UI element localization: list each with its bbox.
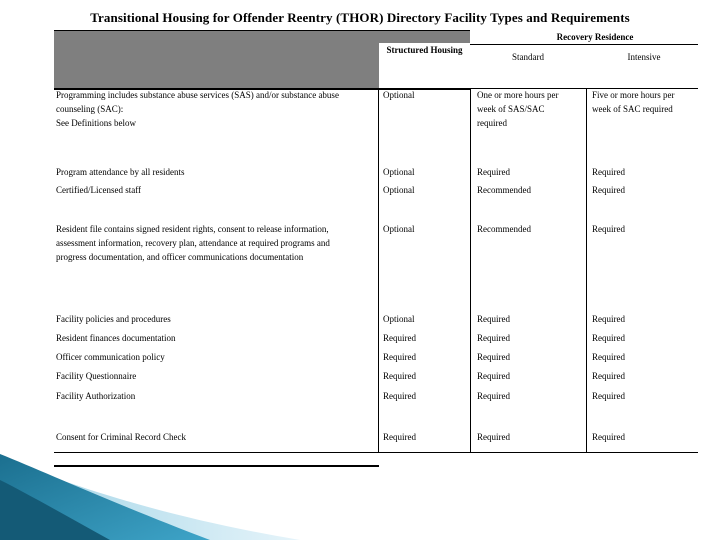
standard-cell: Required bbox=[477, 352, 510, 362]
header-recovery-residence: Recovery Residence bbox=[556, 32, 634, 42]
intensive-cell: Required bbox=[592, 432, 625, 442]
structured-housing-cell: Optional bbox=[383, 224, 415, 234]
requirement-cell: Facility Authorization bbox=[56, 391, 136, 401]
structured-housing-cell: Optional bbox=[383, 90, 415, 100]
intensive-cell: Required bbox=[592, 391, 625, 401]
standard-cell: Recommended bbox=[477, 185, 531, 195]
standard-cell: Required bbox=[477, 391, 510, 401]
header-intensive: Intensive bbox=[627, 52, 661, 62]
requirement-cell: Resident file contains signed resident rights, consent to release information, assessment information, recovery plan, attendance at required programs and progress documentation, and officer communications documentation bbox=[56, 224, 330, 262]
intensive-cell: Required bbox=[592, 167, 625, 177]
structured-housing-cell: Optional bbox=[383, 185, 415, 195]
column-divider bbox=[378, 88, 379, 452]
intensive-cell: Required bbox=[592, 185, 625, 195]
intensive-cell: Required bbox=[592, 333, 625, 343]
standard-cell: One or more hours per week of SAS/SAC required bbox=[477, 90, 559, 128]
column-divider bbox=[586, 88, 587, 452]
intensive-cell: Five or more hours per week of SAC required bbox=[592, 90, 675, 114]
header-structured-housing: Structured Housing bbox=[379, 43, 470, 88]
requirement-cell: Certified/Licensed staff bbox=[56, 185, 142, 195]
intensive-cell: Required bbox=[592, 314, 625, 324]
standard-cell: Required bbox=[477, 432, 510, 442]
structured-housing-cell: Required bbox=[383, 371, 416, 381]
structured-housing-cell: Required bbox=[383, 352, 416, 362]
requirement-cell: Resident finances documentation bbox=[56, 333, 176, 343]
standard-cell: Required bbox=[477, 167, 510, 177]
standard-cell: Required bbox=[477, 371, 510, 381]
structured-housing-cell: Required bbox=[383, 391, 416, 401]
structured-housing-cell: Optional bbox=[383, 314, 415, 324]
header-standard: Standard bbox=[512, 52, 544, 62]
intensive-cell: Required bbox=[592, 371, 625, 381]
intensive-cell: Required bbox=[592, 352, 625, 362]
requirement-cell: Facility Questionnaire bbox=[56, 371, 137, 381]
standard-cell: Recommended bbox=[477, 224, 531, 234]
header-divider bbox=[470, 44, 698, 45]
decorative-swoosh bbox=[0, 440, 300, 540]
requirement-cell: Facility policies and procedures bbox=[56, 314, 171, 324]
structured-housing-cell: Optional bbox=[383, 167, 415, 177]
intensive-cell: Required bbox=[592, 224, 625, 234]
structured-housing-cell: Required bbox=[383, 432, 416, 442]
requirement-cell: Programming includes substance abuse services (SAS) and/or substance abuse counseling (SAC): See Definitions below bbox=[56, 90, 339, 128]
requirement-cell: Officer communication policy bbox=[56, 352, 165, 362]
structured-housing-cell: Required bbox=[383, 333, 416, 343]
requirement-cell: Consent for Criminal Record Check bbox=[56, 432, 186, 442]
page-title: Transitional Housing for Offender Reentry (THOR) Directory Facility Types and Requirements bbox=[90, 10, 630, 25]
standard-cell: Required bbox=[477, 333, 510, 343]
requirement-cell: Program attendance by all residents bbox=[56, 167, 185, 177]
standard-cell: Required bbox=[477, 314, 510, 324]
